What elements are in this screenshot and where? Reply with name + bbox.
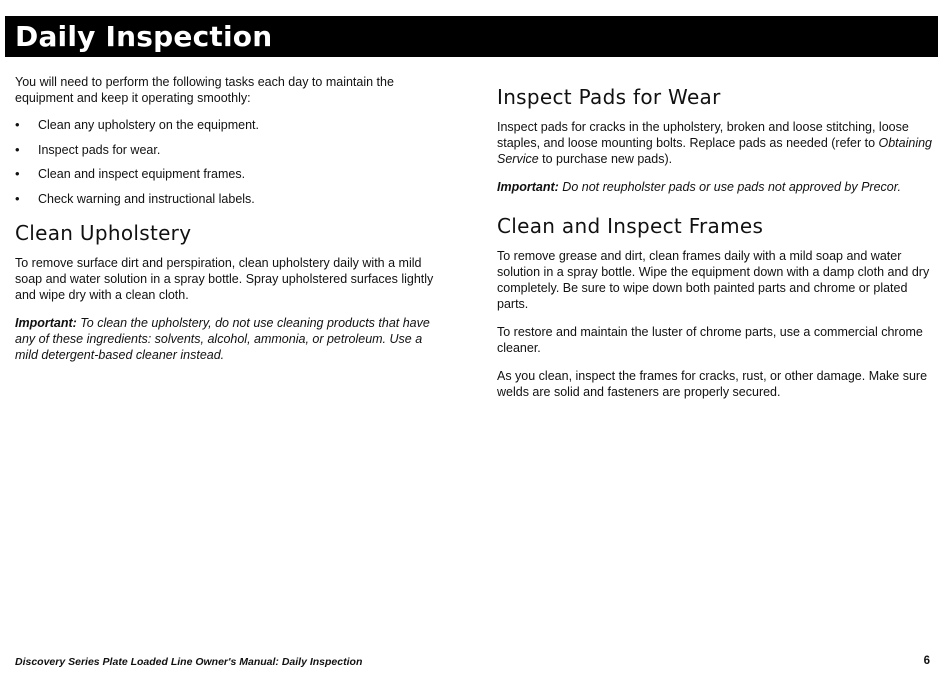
right-column (497, 84, 932, 412)
section-heading-inspect-pads: Inspect Pads for Wear (497, 85, 721, 109)
bullet-icon: • (15, 117, 20, 132)
upholstery-important-note: Important: To clean the upholstery, do not use cleaning products that have any of these ingredients: solvents, alcohol, ammonia, or petroleum. Use a mild detergent-based cleaner instead. (15, 315, 430, 362)
left-column (15, 74, 445, 363)
frames-para-1: To remove grease and dirt, clean frames daily with a mild soap and water solution in a spray bottle. Wipe the equipment down with a damp cloth and dry completely. Be sure to wipe down both painted parts and chrome or plated parts. (497, 249, 930, 311)
important-label: Important: (15, 315, 77, 330)
frames-para-2: To restore and maintain the luster of chrome parts, use a commercial chrome cleaner. (497, 325, 923, 355)
list-item: • Clean and inspect equipment frames. (15, 166, 246, 182)
footer-title: Discovery Series Plate Loaded Line Owner's Manual: Daily Inspection (15, 656, 363, 668)
page-title: Daily Inspection (15, 20, 273, 53)
important-label: Important: (497, 180, 559, 194)
list-item: • Inspect pads for wear. (15, 141, 161, 157)
bullet-icon: • (15, 166, 20, 182)
list-item: • Clean any upholstery on the equipment. (15, 117, 259, 132)
pads-body: Inspect pads for cracks in the upholstery, broken and loose stitching, loose staples, and loose mounting bolts. Replace pads as needed (refer to Obtaining Service to purchase new pads). (497, 120, 933, 166)
bullet-icon: • (15, 190, 20, 206)
obtaining-service-reference: Obtaining Service (497, 136, 933, 166)
frames-para-3: As you clean, inspect the frames for cracks, rust, or other damage. Make sure welds are solid and fasteners are properly secured. (497, 369, 928, 399)
task-list (15, 117, 445, 207)
section-heading-clean-upholstery: Clean Upholstery (15, 220, 192, 245)
list-item: • Check warning and instructional labels. (15, 190, 255, 206)
title-bar (5, 16, 938, 57)
pads-important-note: Important: Do not reupholster pads or use pads not approved by Precor. (497, 180, 901, 194)
upholstery-body: To remove surface dirt and perspiration, clean upholstery daily with a mild soap and water solution in a spray bottle. Spray upholstered surfaces lightly and wipe dry with a clean cloth. (15, 255, 434, 302)
intro-text: You will need to perform the following tasks each day to maintain the equipment and keep it operating smoothly: (15, 75, 394, 105)
page-number: 6 (923, 655, 930, 667)
bullet-icon: • (15, 141, 20, 157)
section-heading-clean-frames: Clean and Inspect Frames (497, 214, 764, 238)
